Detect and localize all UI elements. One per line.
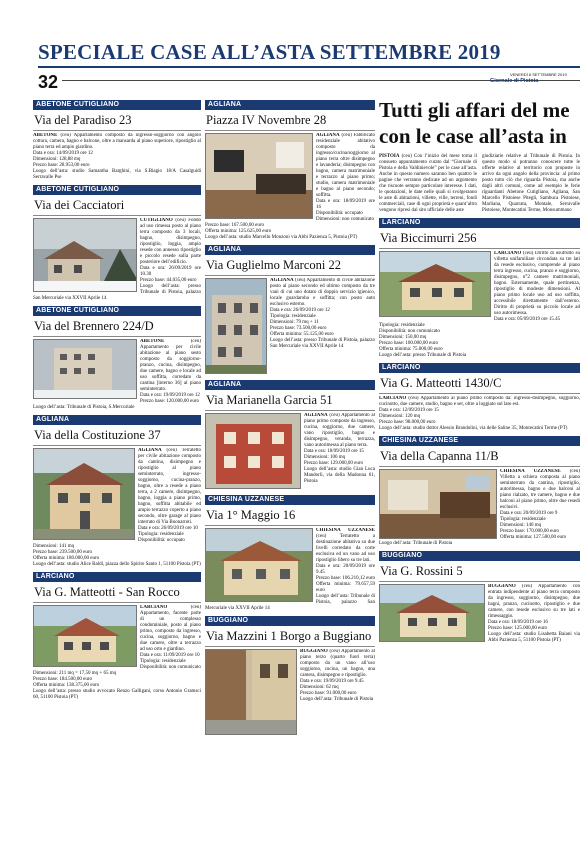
listing-line: Tipologia: residenziale — [379, 323, 425, 328]
listing-line: Data e ora: 11/09/2019 ore 10 — [140, 653, 200, 658]
listing-line: Dimensioni: 141 mq — [33, 544, 75, 549]
listing-body — [33, 133, 201, 181]
divider — [33, 130, 201, 131]
divider — [33, 445, 201, 446]
listing-lead: ABETONE — [140, 339, 165, 344]
listing-text: (ceu) Appartamento per civile abitazione al piano sesto composto da soggiorno-pranzo, cucina, disimpegno, due camere, bagno e locale ad uso soffitta, corredato da cantina [interno 36] al piano seminterrato. — [140, 339, 201, 392]
listing-body — [205, 528, 375, 612]
town-tag: CHIESINA UZZANESE — [379, 436, 580, 446]
listing-line: Disponibilità: non comunicato — [140, 665, 201, 670]
page-header — [0, 0, 580, 98]
snowy-building-photo — [33, 218, 137, 292]
listing-line: Luogo dell’asta: studio Samantha Barghini, via S.Biagio 18/A Casalguidi Serravalle Pse — [33, 169, 201, 180]
listing-text: (ceu) Diritto di usufrutto su villetta unifamiliare circondata su tre lati da resede esclusivo, comprende al piano terra ingresso, cucina, pranzo e soggiorno, disimpegno, n°2 camere matrimoniali, bagno. Esternamente, quale pertinenza, ripostiglio di modeste dimensioni. Al piano primo locale uso ad uso soffitta, accessibile direttamente dall’esterno. Diritto di proprietà su piccolo locale ad uso autorimessa. — [494, 251, 580, 316]
listing-line: Data e ora: 20/09/2019 ore 9.45 — [316, 564, 375, 575]
listing-line: Data e ora: 14/09/2019 ore 12 — [33, 151, 93, 156]
listing-line: Luogo dell’asta: Tribunale di Pistoia, palazzo San Mercuriale via XXVII Aprile 14 — [205, 594, 375, 611]
listing-line: Luogo dell’asta: presso studio avvocato Renzo Galligani, corso Antonio Gramsci 60, 51100 Pistoia (PT) — [33, 689, 201, 700]
divider — [33, 215, 201, 216]
listing-line: Data e ora: 26/09/2019 ore 10 — [138, 526, 198, 531]
listing-line: Prezzo base: 44.035,00 euro — [140, 278, 197, 283]
listing-line: Luogo dell’asta: studio dottor Alessio Brandolini, via delle Saline 35, Montecatini Terme (PT) — [379, 426, 568, 431]
listing-line: Offerta minima: 138.375,00 euro — [33, 683, 100, 688]
listing-line: Dimensioni: 140 mq — [500, 523, 542, 528]
listing-line: Offerta minima: 79.657,59 euro — [316, 582, 375, 593]
listing-line: Offerta minima: 125.625,00 euro — [205, 229, 272, 234]
listing-line: Data e ora: 18/09/2019 ore 16 — [316, 199, 375, 210]
listing-body — [205, 278, 375, 376]
listing-line: Prezzo base: 28.953,00 euro — [33, 163, 90, 168]
listing-lead: CUTIGLIANO — [140, 218, 173, 223]
divider — [379, 581, 580, 582]
listing-lead: CHIESINA UZZANESE — [316, 528, 375, 533]
listing-text: (ceu) Appartamento al piano primo composto da: ingresso-disimpegno, soggiorno, cucinotto, due camere, studio, bagno e ser, oltre a loggiato sul lato est. — [379, 396, 580, 407]
town-tag: AGLIANA — [205, 100, 375, 110]
listing-body — [379, 584, 580, 644]
listing-line: Luogo dell’asta: studio Gian Luca Mandorli, via della Madonna 61, Pistoia — [304, 467, 375, 484]
listing-street: Via del Paradiso 23 — [34, 113, 132, 127]
listing-line: Offerta minima: 75.000,00 euro — [379, 347, 443, 352]
detached-house-photo — [379, 584, 485, 642]
terraced-house-photo — [33, 448, 135, 540]
living-room-photo — [205, 133, 313, 219]
listing-line: Dimensioni: non comunicato — [316, 217, 375, 222]
listing-text: (ceu) Villetta a schiera composta al piano seminterrato da cantina, ripostiglio, autorimessa, bagno e due balconi al piano rialzato, tre camere, bagno e due balconi al piano primo, oltre due resedi esclusivi. — [500, 469, 580, 510]
listing-text: (ceu) Appartamento al piano primo composto da ingresso, cucina, soggiorno, due camere, vano ripostiglio, bagno e disimpegno, veranda, terrazza, vano autorimessa al piano terra. — [304, 413, 375, 448]
listing-line: Offerta minima: 55.125,00 euro — [270, 332, 334, 337]
listing-line: Luogo dell’asta: Tribunale di Pistoia, S.Mercuriale — [33, 405, 135, 410]
issue-date: VENERDÌ 6 SETTEMBRE 2019 — [510, 72, 567, 77]
divider — [379, 466, 580, 467]
listing-line: Luogo dell’asta: studio Lisabetta Baiani via Abbi Pazienza 5, 51100 Pistoia (PT) — [488, 632, 580, 643]
listing-line: Prezzo base: 100.000,00 euro — [379, 341, 439, 346]
town-tag: ABETONE CUTIGLIANO — [33, 100, 201, 110]
listing-line: Tipologia: residenziale — [140, 659, 186, 664]
listing-line: Dimensioni: 128,88 mq — [33, 157, 81, 162]
listing-line: Data e ora: 26/09/2019 ore 12 — [270, 308, 330, 313]
listing-street: Via della Capanna 11/B — [380, 449, 499, 463]
divider — [205, 525, 375, 526]
listing-line: Data e ora: 20/09/2019 ore 9 — [500, 511, 558, 516]
headline-line-1: Tutti gli affari del me — [379, 98, 570, 122]
listing-lead: CHIESINA UZZANESE — [500, 469, 561, 474]
listing-body — [379, 469, 580, 547]
listing-line: Prezzo base: 239.500,00 euro — [33, 550, 93, 555]
listing-line: Prezzo base: 125.000,00 euro — [488, 626, 548, 631]
town-tag: CHIESINA UZZANESE — [205, 495, 375, 505]
listing-street: Via G. Matteotti - San Rocco — [34, 585, 180, 599]
divider — [379, 393, 580, 394]
listing-lead: AGLIANA — [316, 133, 340, 138]
listing-street: Via del Brennero 224/D — [34, 319, 154, 333]
listing-lead: BUGGIANO — [300, 649, 328, 654]
listing-lead: LARCIANO — [379, 396, 407, 401]
intro-left — [379, 154, 477, 214]
listing-lead: LARCIANO — [140, 605, 168, 610]
listing-lead: ABETONE — [33, 133, 58, 138]
divider — [205, 646, 375, 647]
street-view-photo — [205, 649, 297, 735]
column-2 — [205, 96, 375, 836]
listing-line: Disponibilità: occupato — [316, 211, 363, 216]
town-tag: BUGGIANO — [205, 616, 375, 626]
column-1 — [33, 96, 201, 836]
divider — [205, 410, 375, 411]
listing-line: Prezzo base: 91.000,00 euro — [300, 691, 357, 696]
listing-text: (ceu) Appartamento con entrata indipendente al piano terra composto da ingresso, soggiorno, disimpegno, due bagni, pranzo, cucinotto, ripostiglio e due camere, con resede esclusivo su tre lati e rimessaggio. — [488, 584, 580, 619]
listing-line: Dimensioni: 79 mq + 11 — [270, 320, 319, 325]
listing-line: Luogo dell’asta: studio Alice Baldi, piazza dello Spirito Santo 1, 51100 Pistoia (PT) — [33, 562, 201, 567]
listing-line: Luogo dell’asta: presso Tribunale di Pistoia, palazzo San Mercuriale via XXVII Aprile 14 — [33, 284, 201, 301]
town-tag: ABETONE CUTIGLIANO — [33, 306, 201, 316]
header-rule — [38, 66, 580, 68]
town-tag: AGLIANA — [205, 380, 375, 390]
listing-body — [33, 218, 201, 302]
listing-line: Prezzo base: 184.500,00 euro — [33, 677, 93, 682]
intro-lead: PISTOIA — [379, 154, 400, 159]
listing-line: Data e ora: 05/09/2019 ore 15.45 — [494, 317, 561, 322]
listing-line: Prezzo base: 129.000,00 euro — [304, 461, 364, 466]
listing-line: Tipologia: residenziale — [270, 314, 316, 319]
listing-text: (ceu) Fondo ad uso rimessa posto al piano terra composto da 3 locali, bagno, disimpegno, ripostiglio, loggia, ampio resede con annesso ripostiglio e piccolo resede sulla parte posteriore dell’edificio. — [140, 218, 201, 265]
section-title: SPECIALE CASE ALL’ASTA SETTEMBRE 2019 — [38, 40, 501, 64]
listing-lead: BUGGIANO — [488, 584, 516, 589]
listing-text: (ceu) Appartamento composto da ingresso-soggiorno con angolo cottura, camera, bagno e balcone, oltre a mansarda al piano superiore, ripostiglio al piano terra ed ampio giardino. — [33, 133, 201, 150]
listing-text: (ceu) Appartamento di civile abitazione posto al piano secondo ed ultimo composto da tre vani di cui uno dotato di doppio servizio igienico, locale guardaroba e soffitta; con posto auto esclusivo esterno. — [270, 278, 375, 307]
listing-text: (ceu) Fabbricato residenziale abitativo composto da ingresso/cucina/soggiorno al piano terra oltre disimpegno e lavanderia; disimpegno con bagno, camera matrimoniale e terrazzo al piano primo; studio, camera matrimoniale e bagno al piano secondo; soffitta. — [316, 133, 375, 198]
listing-body — [33, 339, 201, 411]
listing-text: (ceu) Appartamento al piano terzo (quarto fuori terra) composto da un vano all’uso soggiorno, cucina, un bagno, una camera, disimpegno e ripostiglio. — [300, 649, 375, 678]
listing-street: Piazza IV Novembre 28 — [206, 113, 327, 127]
listing-body — [205, 133, 375, 241]
listing-line: Luogo dell’asta: presso Tribunale di Pistoia — [379, 353, 467, 358]
listing-body — [205, 413, 375, 491]
listing-lead: AGLIANA — [304, 413, 328, 418]
listing-line: Prezzo base: 170.000,00 euro — [500, 529, 560, 534]
listing-street: Via dei Cacciatori — [34, 198, 125, 212]
listing-line: Dimensioni: 120 mq — [379, 414, 421, 419]
listing-line: Luogo dell’asta: studio Marcello Monzoni via Abbi Pazienza 5, Pistoia (PT) — [205, 235, 358, 240]
town-tag: LARCIANO — [33, 572, 201, 582]
town-tag: LARCIANO — [379, 363, 580, 373]
listing-line: Prezzo base: 106.210,12 euro — [316, 576, 375, 581]
listing-line: Prezzo base: 120.000,00 euro — [140, 399, 200, 404]
kitchen-interior-photo — [379, 469, 497, 539]
listing-line: Luogo dell’asta: Tribunale di Pistoia — [300, 697, 374, 702]
apartment-block-photo — [33, 339, 137, 399]
listing-line: Data e ora: 12/09/2019 ore 15 — [379, 408, 439, 413]
villa-photo — [379, 251, 491, 317]
listing-text: (ceu) Terratetto a destinazione abitativa su due livelli corredato da corte esclusiva ed un vano ad uso ripostiglio libero su tre lati. — [316, 534, 375, 563]
listing-line: Prezzo base: 167.500,00 euro — [205, 223, 265, 228]
listing-street: Via Guglielmo Marconi 22 — [206, 258, 341, 272]
intro-left-text: (ceu) Con l’inizio del mese torna il consueto appuntamento curato dal “Giornale di Pistoia e della Valdinievole” per le case all’asta. Anche in questo numero saranno ben quattro le pagine che verranno dedicate ad un argomento che riscuote sempre particolare interesse. I dati, le quotazioni, le date nelle quali si svolgeranno le aste di abitazioni, villette, ville, terreni, fondi commerciali, case di ogni proprietà e quant’altro vengono ripresi dal sito ufficiale delle aste — [379, 154, 478, 213]
listing-line: Prezzo base: 73.500,00 euro — [270, 326, 327, 331]
listing-line: Prezzo base: 98.000,00 euro — [379, 420, 436, 425]
divider — [33, 336, 201, 337]
listing-line: Dimensioni: 62 mq — [300, 685, 339, 690]
listing-street: Via Mazzini 1 Borgo a Buggiano — [206, 629, 372, 643]
listing-street: Via della Costituzione 37 — [34, 428, 161, 442]
intro-text — [379, 154, 580, 214]
listing-line: Offerta minima: 127.500,00 euro — [500, 535, 567, 540]
apartment-building-photo — [205, 278, 267, 374]
listing-line: Luogo dell’asta: presso Tribunale di Pistoia, palazzo San Mercuriale via XXVII Aprile 14 — [270, 338, 375, 349]
listing-text: (ceu) Terratetto per civile abitazione composto da cantina, disimpegno e ripostiglio al piano seminterrato, ingresso-soggiorno, cucina-pranzo, bagno, oltre a resede a piano terra, a 2 camere, disimpegno, bagno, loggia a piano primo, bagno, soffitta abitabile ed ampio terrazzo coperto a piano secondo, oltre garage al piano interrato di Via Buonarroti. — [138, 448, 201, 525]
listing-line: Offerta minima: 180.000,00 euro — [33, 556, 100, 561]
listing-line: Data e ora: 26/09/2019 ore 10.30 — [140, 266, 201, 277]
divider — [205, 275, 375, 276]
listing-body — [33, 448, 201, 568]
divider — [379, 248, 580, 249]
intro-right: giudiziarie relative al Tribunale di Pistoia. In questo modo si potranno conoscere tutte le offerte relative al territorio con proposte in arrivo da ogni angolo della provincia: al primo posto tutto ciò che riguarda Pistoia, ma anche dagli altri comuni, come ad esempio le ferie riguardanti Abetone Cutigliano, Agliana, San Marcello Pistoiese Pitegli, Sambuca Pistoiese, Marliana, Quarrata, Montale, Serravalle Pistoiese, Montecatini Terme, Monsummano — [482, 154, 580, 213]
townhouse-photo — [205, 528, 313, 602]
listing-street: Via Marianella Garcia 51 — [206, 393, 333, 407]
town-tag: BUGGIANO — [379, 551, 580, 561]
listing-line: Dimensioni: 150,00 mq — [379, 335, 427, 340]
listing-lead: AGLIANA — [138, 448, 162, 453]
town-tag: ABETONE CUTIGLIANO — [33, 185, 201, 195]
listing-line: Data e ora: 18/09/2019 ore 16 — [488, 620, 548, 625]
listing-line: Tipologia: residenziale — [138, 532, 184, 537]
listing-lead: AGLIANA — [270, 278, 294, 283]
newspaper-name: Giornale di Pistoia — [490, 78, 539, 84]
listing-body — [379, 251, 580, 359]
town-tag: LARCIANO — [379, 218, 580, 228]
listing-body — [33, 605, 201, 701]
listing-street: Via 1° Maggio 16 — [206, 508, 296, 522]
listing-line: Disponibilità: non comunicato — [379, 329, 440, 334]
page-number: 32 — [38, 72, 59, 92]
listing-text: (ceu) Appartamento, facente parte di un complesso condominiale, posto al piano primo, composto da ingresso, cucina, soggiorno, bagno e due camere, oltre a terrazzo ad uso orto e giardino. — [140, 605, 201, 652]
listing-line: Dimensioni: 211 mq = 17,50 mq + 65 mq — [33, 671, 117, 676]
divider — [33, 602, 201, 603]
listing-street: Via G. Rossini 5 — [380, 564, 463, 578]
listing-line: Data e ora: 18/09/2019 ore 15 — [304, 449, 364, 454]
house-with-garden-photo — [33, 605, 137, 667]
listing-street: Via G. Matteotti 1430/C — [380, 376, 502, 390]
residential-building-photo — [205, 413, 301, 489]
listing-line: Tipologia: residenziale — [500, 517, 546, 522]
listing-line: Luogo dell’asta: Tribunale di Pistoia — [379, 541, 453, 546]
listing-line: Data e ora: 19/09/2019 ore 9.45 — [300, 679, 364, 684]
listing-line: Data e ora: 19/09/2019 ore 12 — [140, 393, 200, 398]
listing-line: Dimensioni: 106 mq — [304, 455, 346, 460]
listing-line: Disponibilità: occupato — [138, 538, 185, 543]
listing-body — [205, 649, 375, 737]
town-tag: AGLIANA — [205, 245, 375, 255]
divider — [205, 130, 375, 131]
listing-lead: LARCIANO — [494, 251, 522, 256]
column-3 — [379, 96, 580, 836]
listing-body — [379, 396, 580, 432]
headline-line-2: con le case all’asta in — [379, 124, 567, 148]
listing-street: Via Biccimurri 256 — [380, 231, 477, 245]
town-tag: AGLIANA — [33, 415, 201, 425]
